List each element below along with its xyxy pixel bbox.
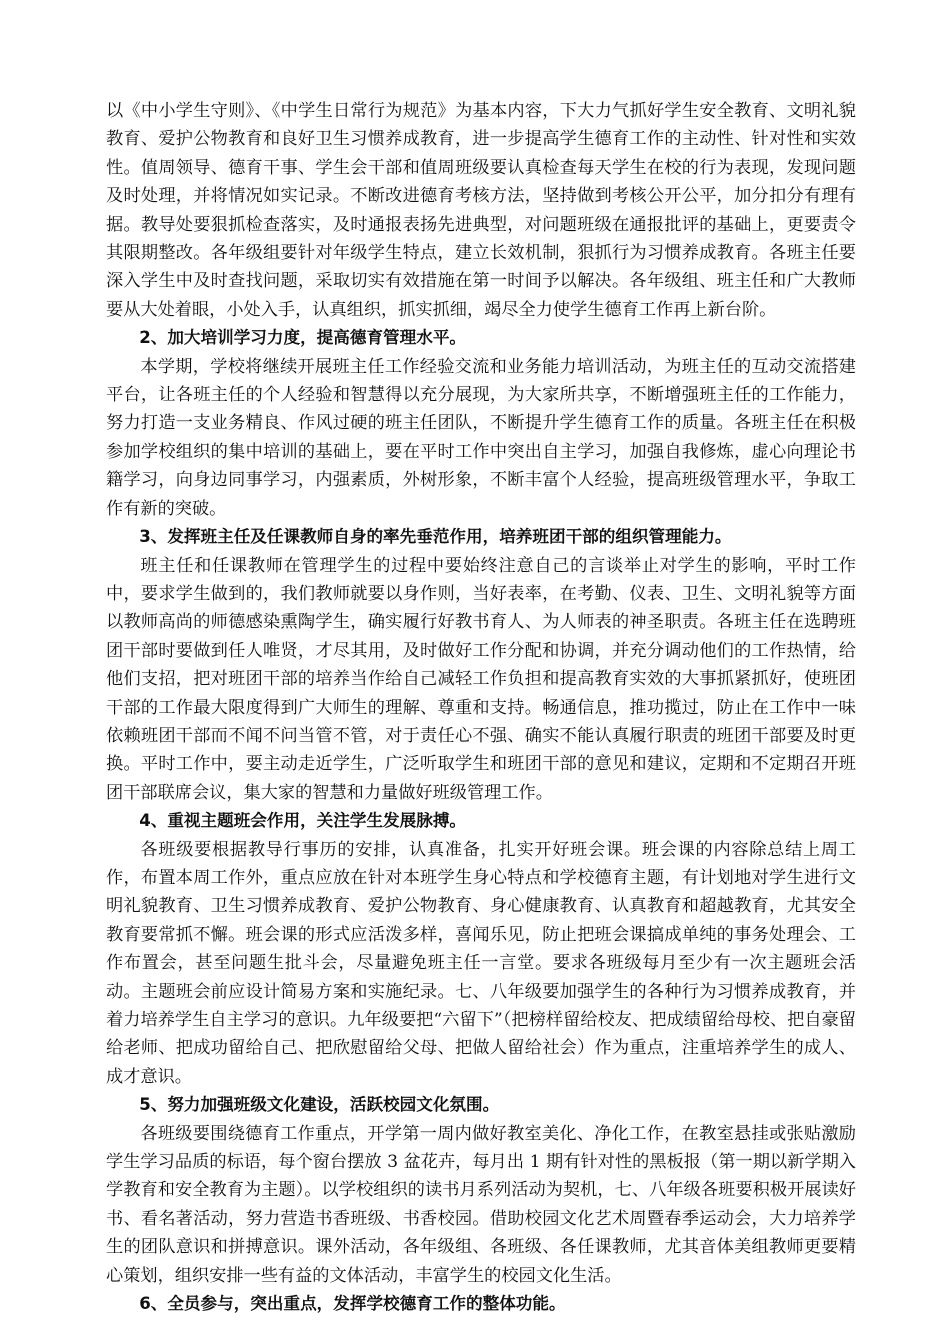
section-body-5: 各班级要围绕德育工作重点，开学第一周内做好教室美化、净化工作，在教室悬挂或张贴激励学生学习品质的标语，每个窗台摆放 3 盆花卉，每月出 1 期有针对性的黑板报（第一期以新学期入学教育和安全教育为主题）。以学校组织的读书月系列活动为契机，七、八年级各班要积极开展读好书、看名著活动，努力营造书香班级、书香校园。借助校园文化艺术周暨春季运动会，大力培养学生的团队意识和拼搏意识。课外活动，各年级组、各班级、各任课教师，尤其音体美组教师更要精心策划，组织安排一些有益的文体活动，丰富学生的校园文化生活。	[106, 1123, 856, 1286]
document-page	[106, 97, 856, 1318]
section-heading-3: 3、发挥班主任及任课教师自身的率先垂范作用，培养班团干部的组织管理能力。	[139, 527, 732, 547]
section-body-4: 各班级要根据教导行事历的安排，认真准备，扎实开好班会课。班会课的内容除总结上周工作，布置本周工作外，重点应放在针对本班学生身心特点和学校德育主题，有计划地对学生进行文明礼貌教育、卫生习惯养成教育、爱护公物教育、身心健康教育、认真教育和超越教育，尤其安全教育要常抓不懈。班会课的形式应活泼多样，喜闻乐见，防止把班会课搞成单纯的事务处理会、工作布置会，甚至问题生批斗会，尽量避免班主任一言堂。要求各班级每月至少有一次主题班会活动。主题班会前应设计简易方案和实施纪录。七、八年级要加强学生的各种行为习惯养成教育，并着力培养学生自主学习的意识。九年级要把“六留下”（把榜样留给校友、把成绩留给母校、把自豪留给老师、把成功留给自己、把欣慰留给父母、把做人留给社会）作为重点，注重培养学生的成人、成才意识。	[106, 839, 856, 1087]
section-heading-2: 2、加大培训学习力度，提高德育管理水平。	[139, 328, 467, 348]
section-heading-6: 6、全员参与，突出重点，发挥学校德育工作的整体功能。	[139, 1294, 566, 1314]
section-body-3: 班主任和任课教师在管理学生的过程中要始终注意自己的言谈举止对学生的影响，平时工作中，要求学生做到的，我们教师就要以身作则，当好表率，在考勤、仪表、卫生、文明礼貌等方面以教师高尚的师德感染熏陶学生，确实履行好教书育人、为人师表的神圣职责。各班主任在选聘班团干部时要做到任人唯贤，才尽其用，及时做好工作分配和协调，并充分调动他们的工作热情，给他们支招，把对班团干部的培养当作给自己减轻工作负担和提高教育实效的大事抓紧抓好，使班团干部的工作最大限度得到广大师生的理解、尊重和支持。畅通信息，推功揽过，防止在工作中一味依赖班团干部而不闻不问当管不管，对于责任心不强、确实不能认真履行职责的班团干部要及时更换。平时工作中，要主动走近学生，广泛听取学生和班团干部的意见和建议，定期和不定期召开班团干部联席会议，集大家的智慧和力量做好班级管理工作。	[106, 555, 856, 803]
section-heading-5: 5、努力加强班级文化建设，活跃校园文化氛围。	[139, 1095, 500, 1115]
section-heading-4: 4、重视主题班会作用，关注学生发展脉搏。	[139, 811, 467, 831]
section-body-2: 本学期，学校将继续开展班主任工作经验交流和业务能力培训活动，为班主任的互动交流搭建平台，让各班主任的个人经验和智慧得以充分展现，为大家所共享，不断增强班主任的工作能力，努力打造一支业务精良、作风过硬的班主任团队，不断提升学生德育工作的质量。各班主任在积极参加学校组织的集中培训的基础上，要在平时工作中突出自主学习，加强自我修炼，虚心向理论书籍学习，向身边同事学习，内强素质，外树形象，不断丰富个人经验，提高班级管理水平，争取工作有新的突破。	[106, 356, 856, 519]
opening-paragraph: 以《中小学生守则》、《中学生日常行为规范》为基本内容，下大力气抓好学生安全教育、文明礼貌教育、爱护公物教育和良好卫生习惯养成教育，进一步提高学生德育工作的主动性、针对性和实效性。值周领导、德育干事、学生会干部和值周班级要认真检查每天学生在校的行为表现，发现问题及时处理，并将情况如实记录。不断改进德育考核方法，坚持做到考核公开公平，加分扣分有理有据。教导处要狠抓检查落实，及时通报表扬先进典型，对问题班级在通报批评的基础上，更要责令其限期整改。各年级组要针对年级学生特点，建立长效机制，狠抓行为习惯养成教育。各班主任要深入学生中及时查找问题，采取切实有效措施在第一时间予以解决。各年级组、班主任和广大教师要从大处着眼，小处入手，认真组织，抓实抓细，竭尽全力使学生德育工作再上新台阶。	[106, 101, 856, 320]
